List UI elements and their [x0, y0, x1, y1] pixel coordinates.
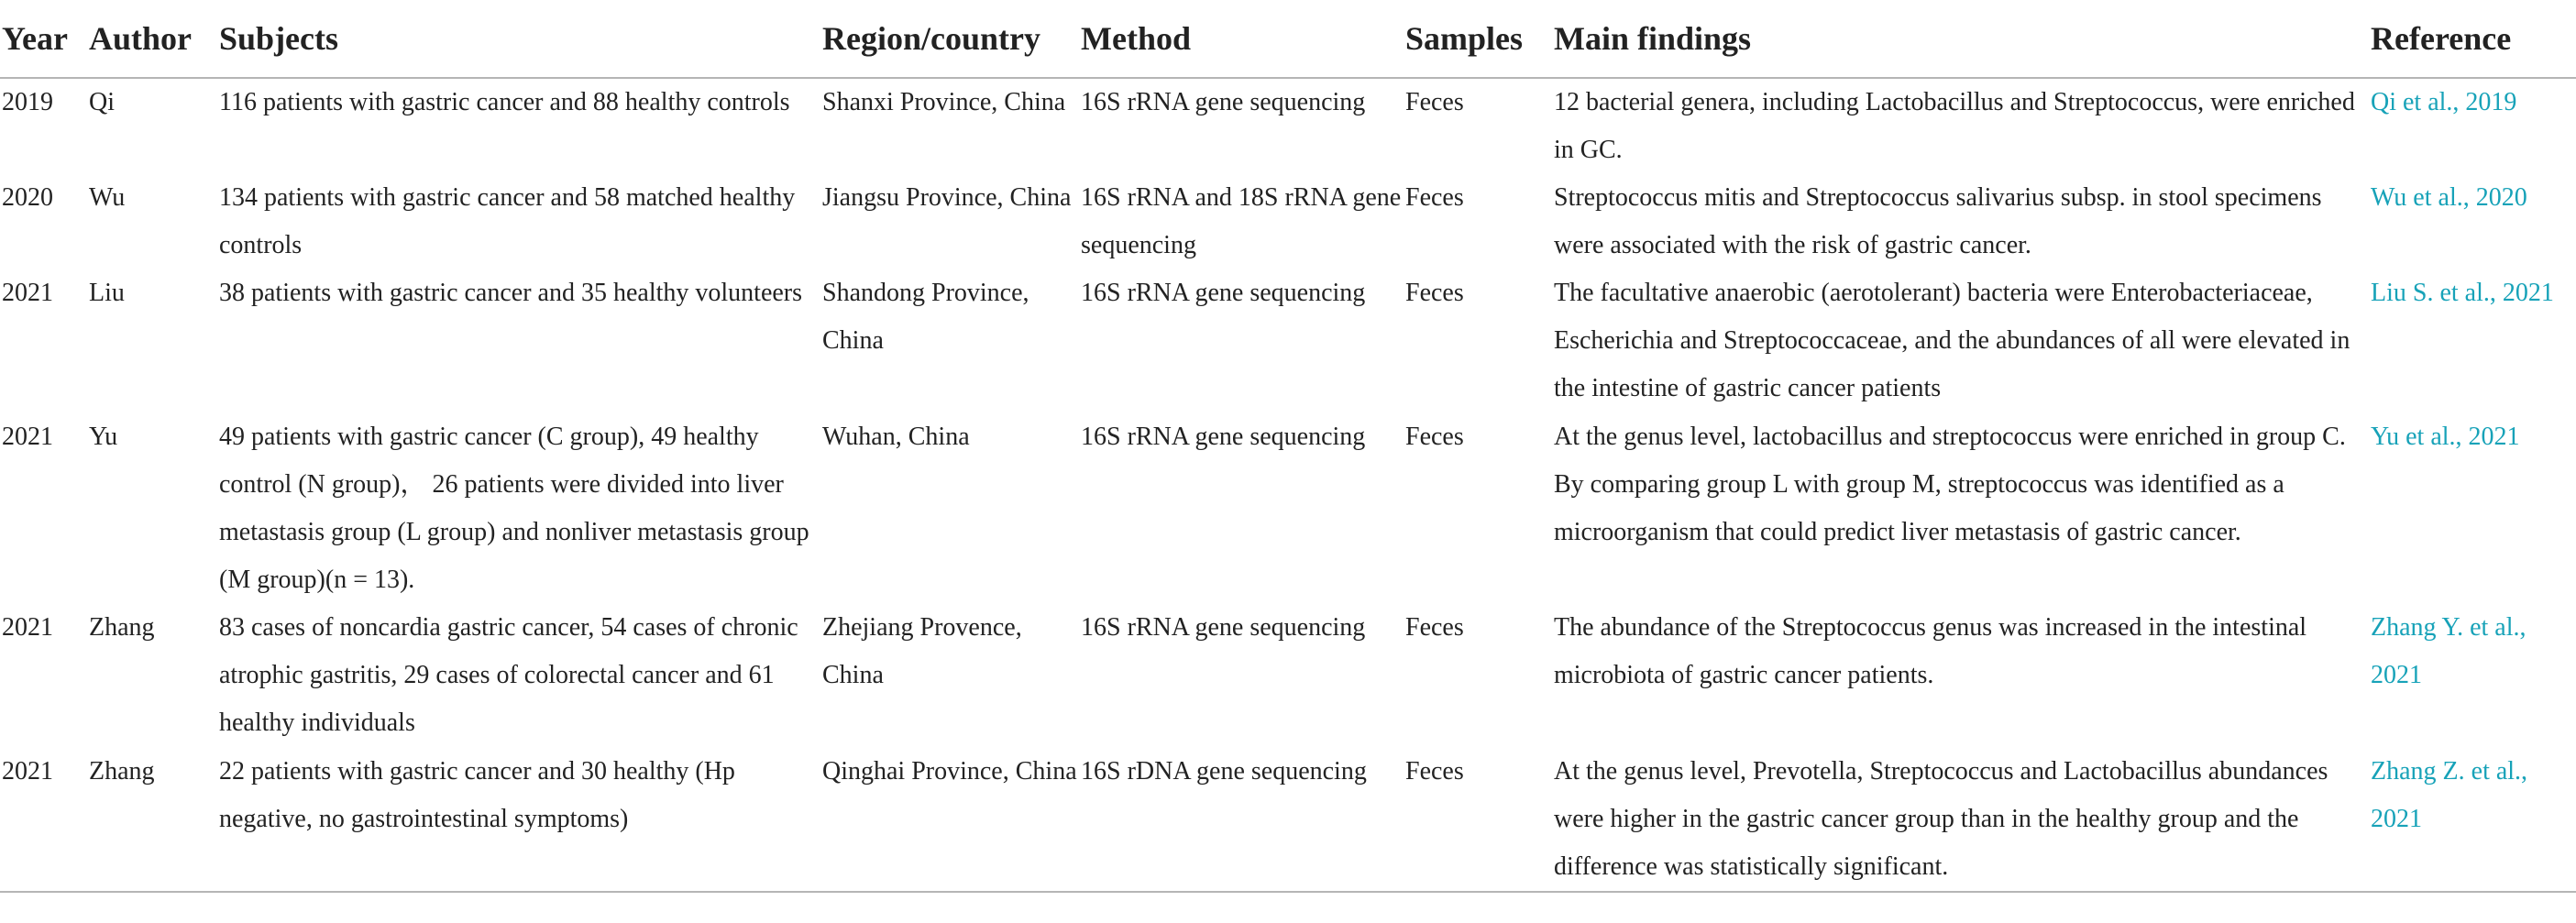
cell-reference: [2369, 78, 2576, 174]
reference-link[interactable]: Yu et al., 2021: [2371, 423, 2520, 451]
cell-year: 2021: [0, 748, 87, 892]
table-body: [0, 78, 2576, 892]
header-row: [0, 0, 2576, 78]
cell-samples: Feces: [1405, 88, 1464, 116]
header-year: Year: [0, 0, 87, 78]
header-method: Method: [1079, 0, 1404, 78]
cell-year: 2019: [2, 88, 53, 116]
cell-samples: Feces: [1405, 423, 1464, 451]
table-row: [0, 748, 2576, 892]
cell-reference: [2369, 604, 2576, 748]
cell-subjects: 116 patients with gastric cancer and 88 healthy controls: [219, 88, 790, 116]
cell-findings: The abundance of the Streptococcus genus was increased in the intestinal microbiota of gastric cancer patients.: [1554, 613, 2307, 689]
header-region: Region/country: [820, 0, 1079, 78]
header-reference: Reference: [2369, 0, 2576, 78]
header-subjects: Subjects: [217, 0, 820, 78]
table-row: [0, 174, 2576, 269]
cell-author: Wu: [89, 183, 126, 212]
cell-region: Shandong Province, China: [822, 279, 1029, 355]
cell-region: Qinghai Province, China: [820, 748, 1079, 892]
cell-year: 2021: [2, 613, 53, 642]
table-row: [0, 269, 2576, 413]
cell-subjects: 134 patients with gastric cancer and 58 matched healthy controls: [219, 183, 796, 259]
cell-method: 16S rRNA gene sequencing: [1081, 279, 1366, 307]
cell-findings: At the genus level, Prevotella, Streptococcus and Lactobacillus abundances were higher in the gastric cancer group than in the healthy group and the difference was statistically significant.: [1552, 748, 2369, 892]
cell-method: 16S rRNA gene sequencing: [1081, 423, 1366, 451]
reference-link[interactable]: Zhang Z. et al., 2021: [2371, 757, 2528, 833]
reference-link[interactable]: Liu S. et al., 2021: [2371, 279, 2554, 307]
cell-subjects: 22 patients with gastric cancer and 30 healthy (Hp negative, no gastrointestinal symptoms): [217, 748, 820, 892]
cell-reference: [2369, 174, 2576, 269]
cell-method: 16S rRNA and 18S rRNA gene sequencing: [1081, 183, 1402, 259]
cell-region: Wuhan, China: [822, 423, 970, 451]
cell-method: 16S rDNA gene sequencing: [1079, 748, 1404, 892]
cell-findings: At the genus level, lactobacillus and streptococcus were enriched in group C. By comparing group L with group M, streptococcus was identified as a microorganism that could predict liver metastasis of gastric cancer.: [1554, 423, 2346, 546]
table-row: [0, 604, 2576, 748]
reference-link[interactable]: Zhang Y. et al., 2021: [2371, 613, 2526, 689]
cell-year: 2021: [2, 423, 53, 451]
cell-samples: Feces: [1405, 183, 1464, 212]
table-header: [0, 0, 2576, 78]
cell-author: Yu: [89, 423, 118, 451]
cell-author: Zhang: [87, 748, 217, 892]
table-row: [0, 78, 2576, 174]
cell-year: 2021: [2, 279, 53, 307]
cell-region: Zhejiang Provence, China: [822, 613, 1022, 689]
cell-region: Shanxi Province, China: [822, 88, 1066, 116]
cell-samples: Feces: [1405, 613, 1464, 642]
cell-method: 16S rRNA gene sequencing: [1081, 88, 1366, 116]
cell-subjects: 49 patients with gastric cancer (C group), 49 healthy control (N group)， 26 patients were divided into liver metastasis group (L group) and nonliver metastasis group (M group)(n = 13).: [219, 423, 809, 594]
cell-samples: Feces: [1404, 748, 1552, 892]
cell-author: Zhang: [89, 613, 155, 642]
header-samples: Samples: [1404, 0, 1552, 78]
cell-reference: [2369, 413, 2576, 604]
cell-reference: [2369, 748, 2576, 892]
cell-subjects: 83 cases of noncardia gastric cancer, 54 cases of chronic atrophic gastritis, 29 cases of colorectal cancer and 61 healthy individuals: [219, 613, 798, 737]
reference-link[interactable]: Wu et al., 2020: [2371, 183, 2527, 212]
cell-findings: The facultative anaerobic (aerotolerant) bacteria were Enterobacteriaceae, Escherichia and Streptococcaceae, and the abundances of all were elevated in the intestine of gastric cancer patients: [1554, 279, 2350, 402]
header-author: Author: [87, 0, 217, 78]
cell-author: Qi: [89, 88, 115, 116]
cell-findings: 12 bacterial genera, including Lactobacillus and Streptococcus, were enriched in GC.: [1554, 88, 2355, 164]
cell-region: Jiangsu Province, China: [822, 183, 1072, 212]
cell-author: Liu: [89, 279, 125, 307]
header-findings: Main findings: [1552, 0, 2369, 78]
cell-samples: Feces: [1405, 279, 1464, 307]
cell-method: 16S rRNA gene sequencing: [1081, 613, 1366, 642]
cell-reference: [2369, 269, 2576, 413]
table-row: [0, 413, 2576, 604]
cell-subjects: 38 patients with gastric cancer and 35 healthy volunteers: [219, 279, 803, 307]
cell-findings: Streptococcus mitis and Streptococcus salivarius subsp. in stool specimens were associated with the risk of gastric cancer.: [1554, 183, 2322, 259]
reference-link[interactable]: Qi et al., 2019: [2371, 88, 2517, 116]
cell-year: 2020: [2, 183, 53, 212]
